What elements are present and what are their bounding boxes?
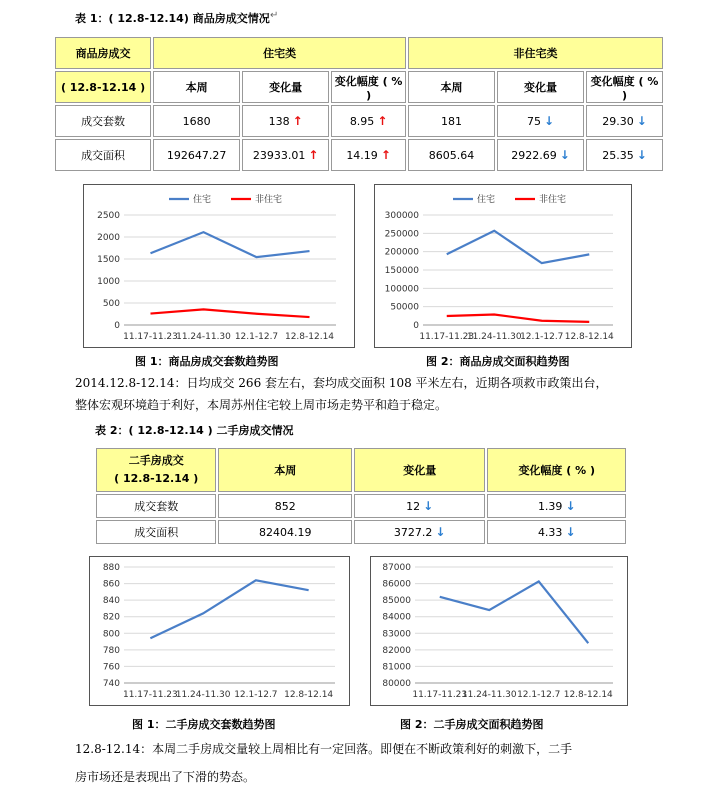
table-row: [55, 139, 663, 171]
table-cell: 181: [408, 105, 495, 137]
y-tick-label: 150000: [384, 266, 419, 276]
table-cell: 8.95: [349, 114, 375, 128]
x-tick-label: 11.24-11.30: [175, 690, 231, 700]
table2: [94, 446, 628, 546]
table1-subheader: 本周: [153, 71, 240, 103]
arrow-down-icon: ↓: [636, 114, 647, 128]
arrow-up-icon: ↑: [308, 148, 319, 162]
table-cell: 192647.27: [153, 139, 240, 171]
y-tick-label: 86000: [382, 579, 411, 590]
x-tick-label: 11.17-11.23: [419, 332, 475, 342]
y-tick-label: 100000: [384, 284, 419, 295]
chart-residential-units: [83, 184, 355, 348]
y-tick-label: 85000: [382, 596, 411, 607]
y-tick-label: 780: [102, 645, 120, 656]
series-line: [151, 232, 310, 257]
chart-svg: [90, 557, 349, 705]
chart-svg: [371, 557, 627, 705]
table1-corner-bottom: ( 12.8-12.14 ): [55, 71, 151, 103]
y-tick-label: 760: [102, 662, 120, 673]
paragraph2-line2: 房市场还是表现出了下滑的势态。: [75, 770, 256, 784]
arrow-down-icon: ↓: [559, 148, 570, 162]
table-cell: 14.19: [346, 148, 378, 162]
table-cell: 4.33: [537, 525, 563, 539]
x-tick-label: 12.1-12.7: [234, 690, 278, 700]
table-cell: 3727.2: [393, 525, 433, 539]
table2-subheader: 变化幅度 ( % ): [487, 448, 626, 492]
y-tick-label: 860: [102, 579, 120, 590]
table1-subheader: 变化幅度 ( % ): [331, 71, 406, 103]
arrow-up-icon: ↑: [377, 114, 388, 128]
x-tick-label: 12.8-12.14: [564, 332, 614, 342]
table1-corner-top: 商品房成交: [55, 37, 151, 69]
x-tick-label: 12.8-12.14: [284, 690, 334, 700]
chart-secondhand-area: [370, 556, 628, 706]
x-tick-label: 12.1-12.7: [520, 332, 564, 342]
arrow-down-icon: ↓: [423, 499, 434, 513]
table-cell: 138: [268, 114, 290, 128]
x-tick-label: 12.1-12.7: [234, 332, 279, 342]
chart-svg: [375, 185, 631, 347]
y-tick-label: 2500: [97, 211, 120, 221]
arrow-up-icon: ↑: [380, 148, 391, 162]
chart-residential-area: [374, 184, 632, 348]
y-tick-label: 81000: [382, 662, 411, 673]
arrow-down-icon: ↓: [565, 499, 576, 513]
x-tick-label: 11.24-11.30: [466, 332, 522, 342]
table-cell: 29.30: [602, 114, 634, 128]
table-cell: 12: [406, 499, 421, 513]
y-tick-label: 200000: [384, 247, 419, 258]
table-row: [55, 105, 663, 137]
y-tick-label: 740: [102, 679, 120, 689]
y-tick-label: 250000: [384, 229, 419, 240]
y-tick-label: 880: [102, 563, 120, 573]
x-tick-label: 11.24-11.30: [176, 332, 231, 342]
y-tick-label: 820: [102, 612, 120, 623]
table-cell: 25.35: [602, 148, 634, 162]
x-tick-label: 12.8-12.14: [563, 690, 613, 700]
y-tick-label: 80000: [382, 679, 411, 689]
figure-caption: 图 1：商品房成交套数趋势图: [135, 355, 279, 368]
table-cell: 75: [527, 114, 542, 128]
table-cell: 852: [218, 494, 352, 518]
series-line: [440, 581, 589, 643]
legend-label: 非住宅: [539, 195, 567, 205]
y-tick-label: 82000: [382, 645, 411, 656]
y-tick-label: 50000: [390, 302, 419, 313]
table2-subheader: 变化量: [354, 448, 486, 492]
table-cell: 1.39: [537, 499, 563, 513]
y-tick-label: 0: [413, 321, 419, 331]
table1-title: 表 1：( 12.8-12.14) 商品房成交情况: [75, 12, 270, 25]
table1-group-residential: 住宅类: [153, 37, 406, 69]
chart-secondhand-units: [89, 556, 350, 706]
x-tick-label: 11.17-11.23: [412, 690, 468, 700]
y-tick-label: 1000: [97, 277, 120, 287]
x-tick-label: 12.1-12.7: [517, 690, 561, 700]
table1: [53, 35, 665, 173]
arrow-down-icon: ↓: [435, 525, 446, 539]
x-tick-label: 12.8-12.14: [284, 332, 335, 342]
table1-subheader: 本周: [408, 71, 495, 103]
row-label: 成交套数: [55, 105, 151, 137]
legend-label: 住宅: [477, 195, 496, 205]
table-cell: 1680: [153, 105, 240, 137]
paragraph1-line2: 整体宏观环境趋于利好，本周苏州住宅较上周市场走势平和趋于稳定。: [75, 398, 448, 412]
table-row: [96, 494, 626, 518]
row-label: 成交面积: [96, 520, 216, 544]
table-row: [96, 520, 626, 544]
table1-subheader: 变化幅度 ( % ): [586, 71, 663, 103]
y-tick-label: 500: [102, 299, 120, 309]
table1-subheader: 变化量: [497, 71, 584, 103]
table1-group-nonresidential: 非住宅类: [408, 37, 663, 69]
chart-svg: [84, 185, 354, 347]
y-tick-label: 87000: [382, 563, 411, 573]
row-label: 成交套数: [96, 494, 216, 518]
legend-label: 住宅: [193, 195, 212, 205]
table-cell: 2922.69: [511, 148, 557, 162]
table2-subheader: 本周: [218, 448, 352, 492]
x-tick-label: 11.24-11.30: [461, 690, 517, 700]
table2-corner: 二手房成交 ( 12.8-12.14 ): [96, 448, 216, 492]
series-line: [447, 231, 590, 263]
table1-subheader: 变化量: [242, 71, 329, 103]
arrow-down-icon: ↓: [636, 148, 647, 162]
series-line: [447, 314, 590, 321]
paragraph2-line1: 12.8-12.14：本周二手房成交量较上周相比有一定回落。即便在不断政策利好的刺激下，二手: [75, 742, 573, 756]
row-label: 成交面积: [55, 139, 151, 171]
arrow-up-icon: ↑: [292, 114, 303, 128]
figure-caption: 图 2：二手房成交面积趋势图: [400, 718, 544, 731]
arrow-down-icon: ↓: [565, 525, 576, 539]
paragraph1-line1: 2014.12.8-12.14：日均成交 266 套左右，套均成交面积 108 平米左右，近期各项救市政策出台，: [75, 376, 608, 390]
figure-caption: 图 2：商品房成交面积趋势图: [426, 355, 570, 368]
legend-label: 非住宅: [255, 195, 283, 205]
table-cell: 82404.19: [218, 520, 352, 544]
table-cell: 8605.64: [408, 139, 495, 171]
arrow-down-icon: ↓: [544, 114, 555, 128]
y-tick-label: 0: [114, 321, 120, 331]
table-cell: 23933.01: [252, 148, 306, 162]
y-tick-label: 2000: [97, 233, 120, 243]
figure-caption: 图 1：二手房成交套数趋势图: [132, 718, 276, 731]
x-tick-label: 11.17-11.23: [123, 332, 178, 342]
y-tick-label: 83000: [382, 629, 411, 640]
series-line: [151, 309, 310, 317]
table2-title: 表 2：( 12.8-12.14 ) 二手房成交情况: [95, 424, 294, 437]
y-tick-label: 300000: [384, 211, 419, 221]
series-line: [150, 580, 308, 638]
y-tick-label: 84000: [382, 612, 411, 623]
y-tick-label: 1500: [97, 255, 120, 265]
x-tick-label: 11.17-11.23: [122, 690, 178, 700]
y-tick-label: 840: [102, 596, 120, 607]
y-tick-label: 800: [102, 629, 120, 640]
paragraph-mark: ↵: [270, 10, 279, 21]
